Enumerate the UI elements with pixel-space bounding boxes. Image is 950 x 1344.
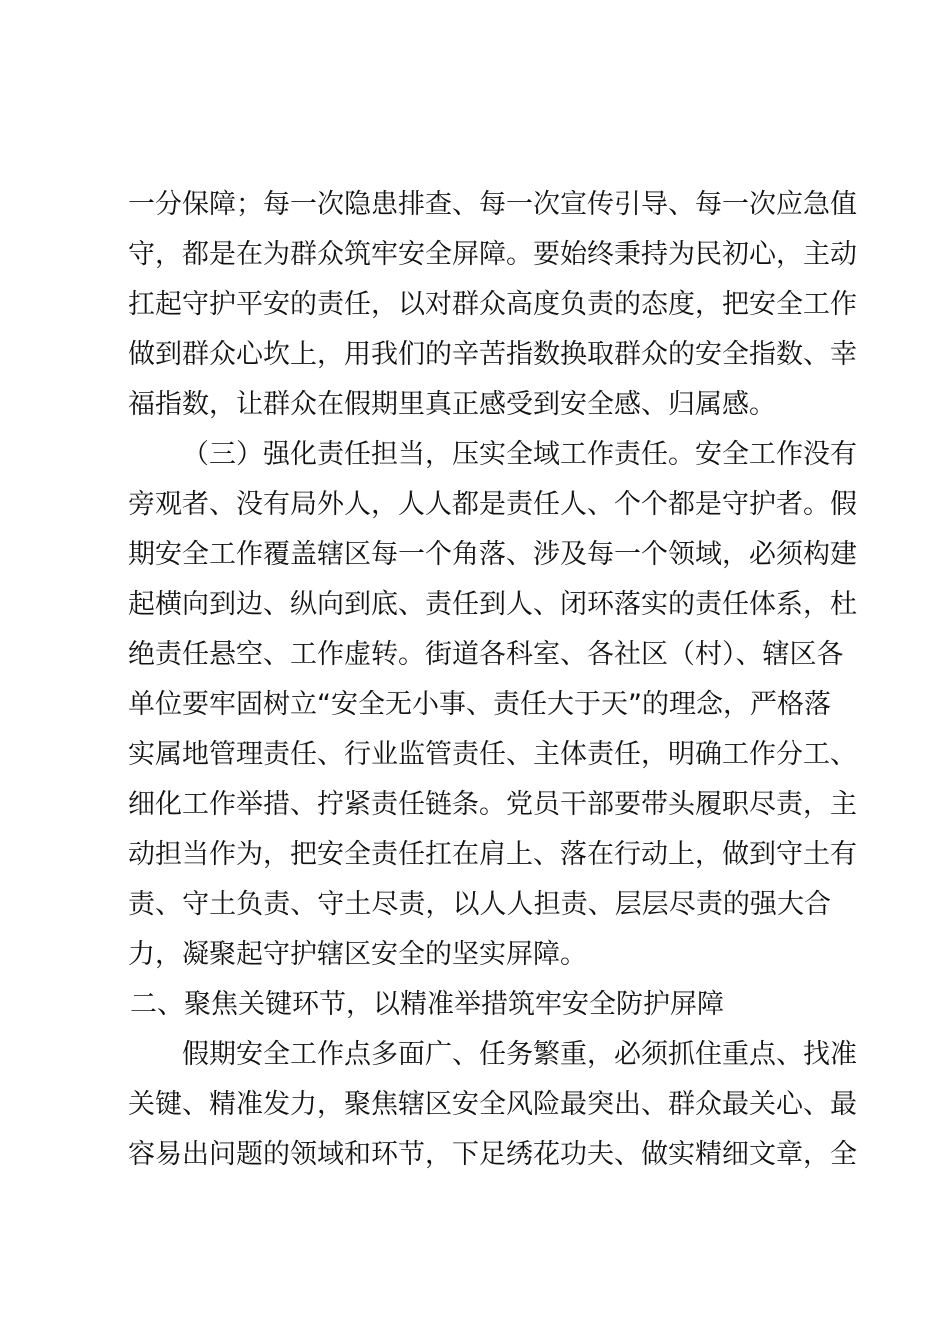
text-line: 绝责任悬空、工作虚转。街道各科室、各社区（村）、辖区各 [128, 639, 844, 670]
text-line: 责、守土负责、守土尽责，以人人担责、层层尽责的强大合 [128, 889, 831, 920]
text-line: 扛起守护平安的责任，以对群众高度负责的态度，把安全工作 [128, 289, 857, 320]
paragraph [128, 1036, 857, 1186]
paragraph [128, 186, 857, 436]
text-line: 关键、精准发力，聚焦辖区安全风险最突出、群众最关心、最 [128, 1089, 857, 1120]
text-line: 动担当作为，把安全责任扛在肩上、落在行动上，做到守土有 [128, 839, 857, 870]
text-line: 实属地管理责任、行业监管责任、主体责任，明确工作分工、 [128, 739, 857, 770]
document-page [128, 186, 857, 1186]
text-line: 一分保障；每一次隐患排查、每一次宣传引导、每一次应急值 [128, 189, 857, 220]
text-line: 期安全工作覆盖辖区每一个角落、涉及每一个领域，必须构建 [128, 539, 857, 570]
text-line: 单位要牢固树立“安全无小事、责任大于天”的理念，严格落 [128, 689, 831, 720]
section-heading: 二、聚焦关键环节，以精准举措筑牢安全防护屏障 [130, 989, 724, 1020]
text-line: 守，都是在为群众筑牢安全屏障。要始终秉持为民初心，主动 [128, 239, 857, 270]
text-line: 旁观者、没有局外人，人人都是责任人、个个都是守护者。假 [128, 489, 857, 520]
text-line: 容易出问题的领域和环节，下足绣花功夫、做实精细文章，全 [128, 1139, 857, 1170]
paragraph [128, 436, 857, 986]
text-line: 力，凝聚起守护辖区安全的坚实屏障。 [128, 939, 587, 970]
text-line: 细化工作举措、拧紧责任链条。党员干部要带头履职尽责，主 [128, 789, 857, 820]
text-line: 福指数，让群众在假期里真正感受到安全感、归属感。 [128, 389, 776, 420]
text-line: 做到群众心坎上，用我们的辛苦指数换取群众的安全指数、幸 [128, 339, 857, 370]
text-line: 起横向到边、纵向到底、责任到人、闭环落实的责任体系，杜 [128, 589, 857, 620]
text-line: 假期安全工作点多面广、任务繁重，必须抓住重点、找准 [182, 1039, 857, 1070]
text-line: （三）强化责任担当，压实全域工作责任。安全工作没有 [182, 439, 857, 470]
